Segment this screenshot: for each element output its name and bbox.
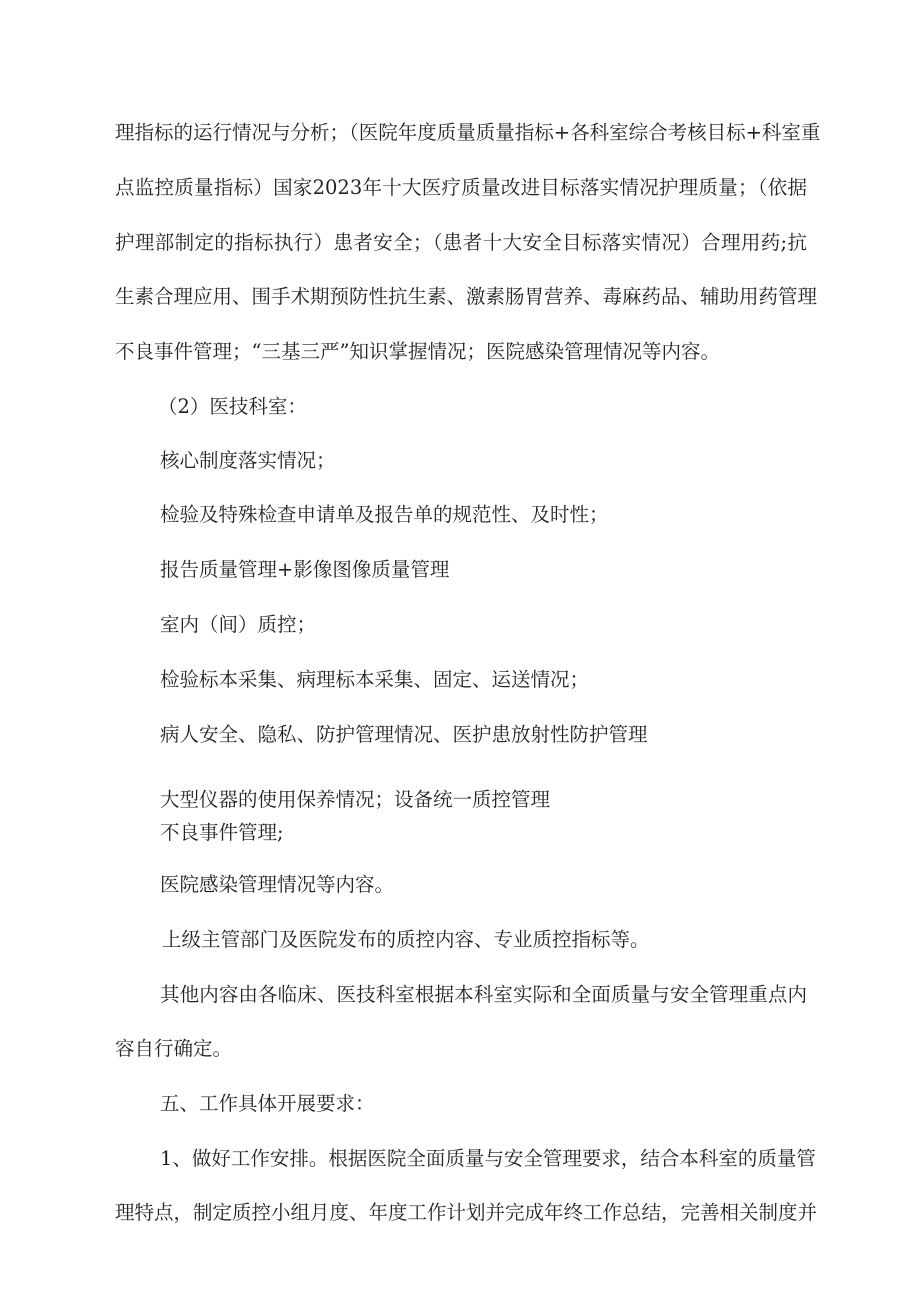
section-heading: （2）医技科室： [158, 395, 307, 418]
list-item: 不良事件管理; [160, 821, 284, 844]
section-heading: 五、工作具体开展要求： [160, 1092, 375, 1115]
paragraph-line: 理特点，制定质控小组月度、年度工作计划并完成年终工作总结，完善相关制度并 [115, 1201, 818, 1224]
paragraph-line: 护理部制定的指标执行）患者安全；（患者十大安全目标落实情况）合理用药;抗 [115, 231, 807, 254]
paragraph-line: 生素合理应用、围手术期预防性抗生素、激素肠胃营养、毒麻药品、辅助用药管理 [115, 285, 818, 308]
list-item: 检验标本采集、病理标本采集、固定、运送情况； [160, 668, 590, 691]
paragraph-line: 理指标的运行情况与分析；（医院年度质量质量指标+各科室综合考核目标+科室重 [115, 121, 821, 144]
list-item: 核心制度落实情况； [160, 449, 336, 472]
list-item: 检验及特殊检查申请单及报告单的规范性、及时性； [160, 503, 609, 526]
paragraph-line: 容自行确定。 [115, 1037, 233, 1060]
paragraph-line: 点监控质量指标）国家2023年十大医疗质量改进目标落实情况护理质量；（依据 [115, 176, 807, 199]
paragraph-line: 其他内容由各临床、医技科室根据本科室实际和全面质量与安全管理重点内 [160, 983, 807, 1006]
list-item: 医院感染管理情况等内容。 [160, 873, 395, 896]
list-item: 报告质量管理+影像图像质量管理 [160, 558, 450, 581]
list-item: 大型仪器的使用保养情况；设备统一质控管理 [160, 788, 551, 811]
paragraph-line: 1、做好工作安排。根据医院全面质量与安全管理要求，结合本科室的质量管 [160, 1147, 816, 1170]
list-item: 上级主管部门及医院发布的质控内容、专业质控指标等。 [162, 928, 650, 951]
list-item: 室内（间）质控； [160, 613, 317, 636]
paragraph-line: 不良事件管理；“三基三严”知识掌握情况；医院感染管理情况等内容。 [115, 340, 720, 363]
list-item: 病人安全、隐私、防护管理情况、医护患放射性防护管理 [160, 723, 648, 746]
